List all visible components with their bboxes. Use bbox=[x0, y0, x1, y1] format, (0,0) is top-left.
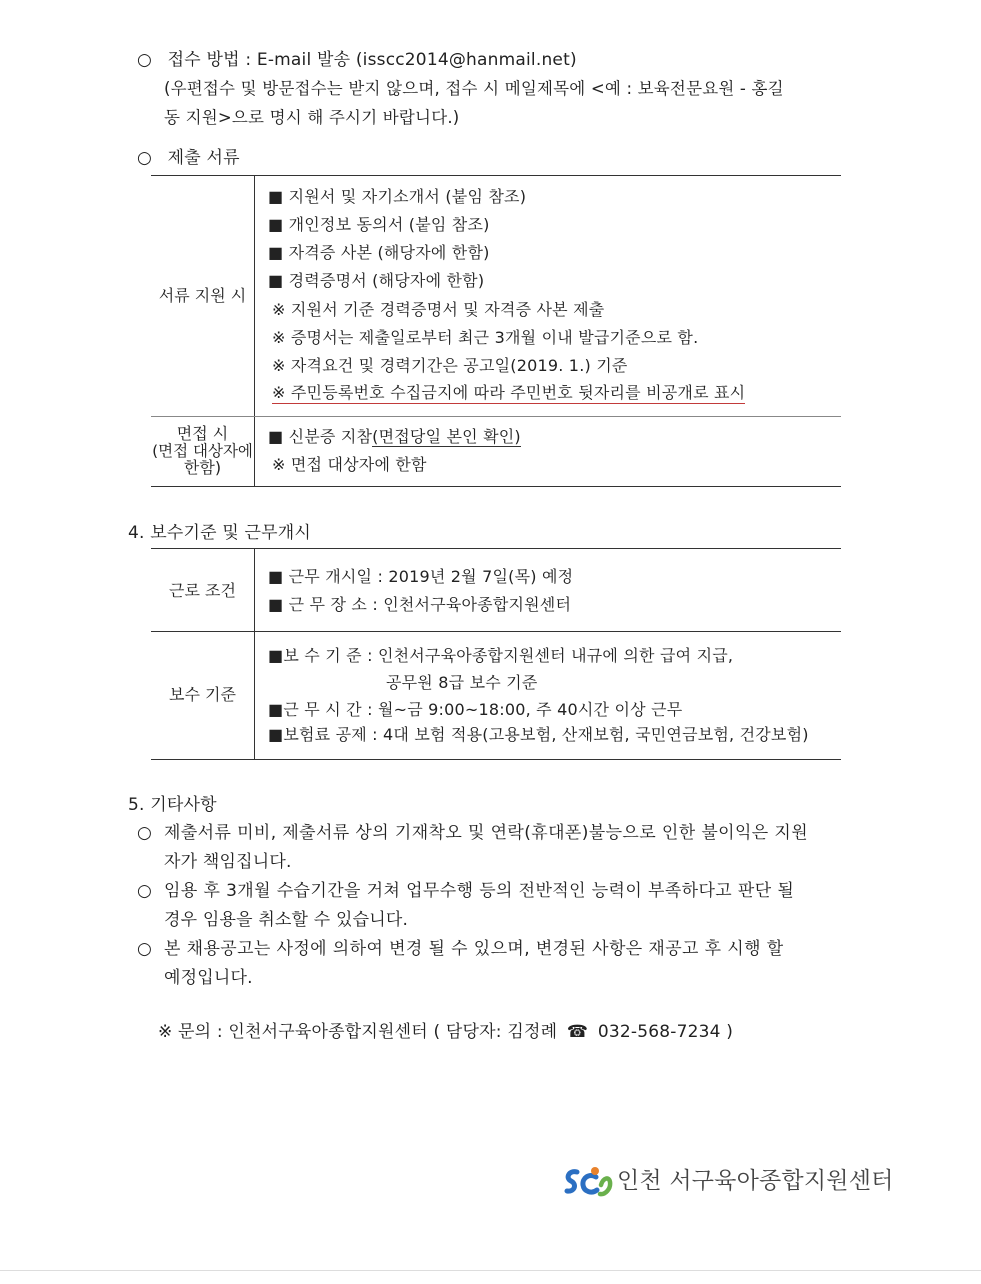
etc-item-line1: 임용 후 3개월 수습기간을 거쳐 업무수행 등의 전반적인 능력이 부족하다고 판단 될 bbox=[164, 881, 795, 901]
table-divider bbox=[254, 175, 255, 486]
contact-text: ※ 문의 : 인천서구육아종합지원센터 ( 담당자: 김정례 bbox=[158, 1022, 558, 1042]
etc-item-line2: 경우 임용을 취소할 수 있습니다. bbox=[164, 910, 409, 930]
contact-line bbox=[158, 1021, 733, 1043]
etc-item-line1: 본 채용공고는 사정에 의하여 변경 될 수 있으며, 변경된 사항은 재공고 후 시행 할 bbox=[164, 939, 784, 959]
doc-item: ■ 지원서 및 자기소개서 (붙임 참조) bbox=[268, 187, 527, 206]
interview-note: ※ 면접 대상자에 한함 bbox=[272, 455, 427, 474]
doc-note: ※ 증명서는 제출일로부터 최근 3개월 이내 발급기준으로 함. bbox=[272, 328, 699, 347]
doc-note-highlighted bbox=[272, 382, 745, 404]
documents-heading bbox=[137, 147, 240, 169]
receipt-note-line2: 동 지원>으로 명시 해 주시기 바랍니다.) bbox=[164, 108, 460, 127]
section-4-heading: 4. 보수기준 및 근무개시 bbox=[128, 523, 312, 543]
org-name: 인천 서구육아종합지원센터 bbox=[617, 1168, 894, 1194]
circle-bullet bbox=[137, 938, 152, 960]
doc-item: ■ 자격증 사본 (해당자에 한함) bbox=[268, 243, 490, 262]
table-divider bbox=[254, 548, 255, 759]
pay-label: 보수 기준 bbox=[169, 685, 236, 704]
doc-note-underlined: ※ 주민등록번호 수집금지에 따라 주민번호 뒷자리를 비공개로 표시 bbox=[272, 383, 746, 402]
doc-item: ■ 경력증명서 (해당자에 한함) bbox=[268, 271, 485, 290]
table-row-divider bbox=[151, 416, 841, 417]
table-border-bottom bbox=[151, 486, 841, 487]
table-border-bottom bbox=[151, 759, 841, 760]
circle-bullet bbox=[137, 148, 152, 168]
work-label: 근로 조건 bbox=[169, 581, 236, 600]
pay-item: ■보험료 공제 : 4대 보험 적용(고용보험, 산재보험, 국민연금보험, 건강보험) bbox=[268, 725, 809, 744]
work-item: ■ 근무 개시일 : 2019년 2월 7일(목) 예정 bbox=[268, 567, 574, 586]
phone-icon: ☎ bbox=[566, 1022, 589, 1042]
table-row-divider bbox=[151, 631, 841, 632]
etc-item-line1: 제출서류 미비, 제출서류 상의 기재착오 및 연락(휴대폰)불능으로 인한 불이익은 지원 bbox=[164, 823, 809, 843]
receipt-note-line1: (우편접수 및 방문접수는 받지 않으며, 접수 시 메일제목에 <예 : 보육전문요원 - 홍길 bbox=[164, 79, 784, 98]
doc-item: ■ 개인정보 동의서 (붙임 참조) bbox=[268, 215, 490, 234]
receipt-method-text: 접수 방법 : E-mail 발송 (isscc2014@hanmail.net) bbox=[167, 50, 577, 70]
doc-label: 서류 지원 시 bbox=[158, 286, 247, 305]
interview-label-2: (면접 대상자에 bbox=[152, 442, 253, 460]
interview-item-text: ■ 신분증 지참 bbox=[268, 427, 373, 446]
work-item: ■ 근 무 장 소 : 인천서구육아종합지원센터 bbox=[268, 595, 572, 614]
interview-label-3: 한함) bbox=[183, 458, 222, 477]
section-5-heading: 5. 기타사항 bbox=[128, 795, 217, 815]
interview-label-1: 면접 시 bbox=[176, 424, 229, 443]
documents-heading-text: 제출 서류 bbox=[167, 148, 240, 168]
contact-phone: 032-568-7234 ) bbox=[597, 1022, 734, 1042]
doc-note: ※ 자격요건 및 경력기간은 공고일(2019. 1.) 기준 bbox=[272, 356, 628, 375]
pay-item-cont: 공무원 8급 보수 기준 bbox=[386, 673, 538, 692]
pay-item: ■근 무 시 간 : 월~금 9:00~18:00, 주 40시간 이상 근무 bbox=[268, 700, 683, 719]
doc-note: ※ 지원서 기준 경력증명서 및 자격증 사본 제출 bbox=[272, 300, 605, 319]
interview-item-underlined: (면접당일 본인 확인) bbox=[372, 427, 521, 446]
circle-bullet bbox=[137, 822, 152, 844]
circle-bullet bbox=[137, 880, 152, 902]
receipt-method bbox=[137, 49, 577, 71]
etc-item-line2: 예정입니다. bbox=[164, 968, 253, 988]
page-bottom-rule bbox=[0, 1270, 981, 1271]
pay-item: ■보 수 기 준 : 인천서구육아종합지원센터 내규에 의한 급여 지급, bbox=[268, 646, 734, 665]
etc-item-line2: 자가 책임집니다. bbox=[164, 852, 292, 872]
interview-item bbox=[268, 426, 521, 448]
scc-logo-icon bbox=[563, 1164, 613, 1200]
circle-bullet: ○ bbox=[137, 50, 153, 70]
